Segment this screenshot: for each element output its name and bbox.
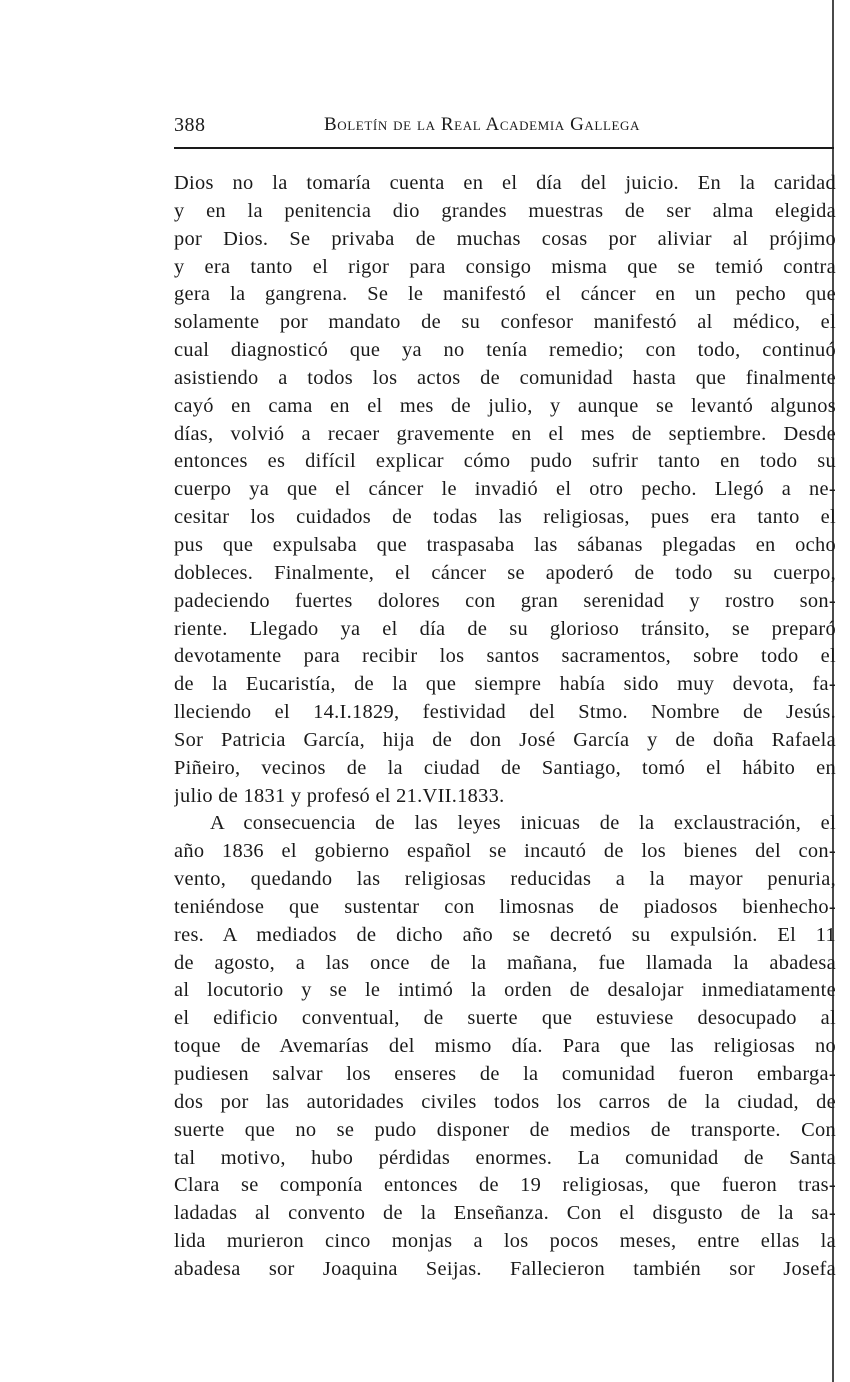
text-line: al locutorio y se le intimó la orden de desalojar inmediatamente (174, 979, 836, 1002)
text-line: toque de Avemarías del mismo día. Para que las religiosas no (174, 1035, 836, 1058)
text-line: A consecuencia de las leyes inicuas de la exclaustración, el (210, 812, 836, 835)
text-line: cuerpo ya que el cáncer le invadió el otro pecho. Llegó a ne- (174, 478, 836, 501)
text-line: devotamente para recibir los santos sacramentos, sobre todo el (174, 645, 836, 668)
text-line: el edificio conventual, de suerte que estuviese desocupado al (174, 1007, 836, 1030)
text-line: y era tanto el rigor para consigo misma que se temió contra (174, 255, 836, 278)
text-line: Clara se componía entonces de 19 religiosas, que fueron tras- (174, 1174, 836, 1197)
page-header (174, 114, 834, 144)
text-line: tal motivo, hubo pérdidas enormes. La comunidad de Santa (174, 1146, 836, 1169)
page-number: 388 (174, 114, 206, 136)
text-line: por Dios. Se privaba de muchas cosas por aliviar al prójimo (174, 227, 836, 250)
text-line: solamente por mandato de su confesor manifestó al médico, el (174, 311, 836, 334)
text-line: de agosto, a las once de la mañana, fue llamada la abadesa (174, 951, 836, 974)
text-line: año 1836 el gobierno español se incautó de los bienes del con- (174, 840, 836, 863)
text-line: lleciendo el 14.I.1829, festividad del Stmo. Nombre de Jesús. (174, 701, 836, 724)
text-line: pudiesen salvar los enseres de la comunidad fueron embarga- (174, 1063, 836, 1085)
body-text (174, 170, 836, 1284)
text-line: cesitar los cuidados de todas las religiosas, pues era tanto el (174, 506, 836, 529)
text-line: de la Eucaristía, de la que siempre había sido muy devota, fa- (174, 673, 836, 696)
text-line: suerte que no se pudo disponer de medios de transporte. Con (174, 1118, 836, 1141)
text-line: entonces es difícil explicar cómo pudo sufrir tanto en todo su (174, 450, 836, 473)
text-line: Sor Patricia García, hija de don José García y de doña Rafaela (174, 728, 836, 751)
text-line: padeciendo fuertes dolores con gran serenidad y rostro son- (174, 589, 836, 612)
text-line: lida murieron cinco monjas a los pocos meses, entre ellas la (174, 1230, 836, 1253)
text-line: teniéndose que sustentar con limosnas de piadosos bienhecho- (174, 895, 836, 918)
header-rule (174, 147, 834, 149)
text-line: vento, quedando las religiosas reducidas a la mayor penuria, (174, 868, 836, 891)
text-line: res. A mediados de dicho año se decretó su expulsión. El 11 (174, 923, 836, 946)
text-line: gera la gangrena. Se le manifestó el cáncer en un pecho que (174, 283, 836, 306)
text-line: julio de 1831 y profesó el 21.VII.1833. (174, 784, 505, 807)
text-line: cual diagnosticó que ya no tenía remedio; con todo, continuó (174, 339, 836, 362)
text-line: y en la penitencia dio grandes muestras de ser alma elegida (174, 199, 836, 222)
text-line: Piñeiro, vecinos de la ciudad de Santiago, tomó el hábito en (174, 756, 836, 779)
running-title: Boletín de la Real Academia Gallega (324, 114, 640, 135)
text-line: Dios no la tomaría cuenta en el día del juicio. En la caridad (174, 172, 836, 194)
text-line: asistiendo a todos los actos de comunidad hasta que finalmente (174, 366, 836, 389)
text-line: abadesa sor Joaquina Seijas. Fallecieron también sor Josefa (174, 1257, 836, 1280)
text-line: dobleces. Finalmente, el cáncer se apoderó de todo su cuerpo, (174, 561, 836, 584)
text-line: días, volvió a recaer gravemente en el mes de septiembre. Desde (174, 422, 836, 445)
text-line: riente. Llegado ya el día de su glorioso tránsito, se preparó (174, 617, 836, 640)
text-line: dos por las autoridades civiles todos los carros de la ciudad, de (174, 1090, 836, 1113)
text-line: ladadas al convento de la Enseñanza. Con el disgusto de la sa- (174, 1202, 836, 1225)
text-line: cayó en cama en el mes de julio, y aunque se levantó algunos (174, 394, 836, 417)
text-line: pus que expulsaba que traspasaba las sábanas plegadas en ocho (174, 533, 836, 556)
